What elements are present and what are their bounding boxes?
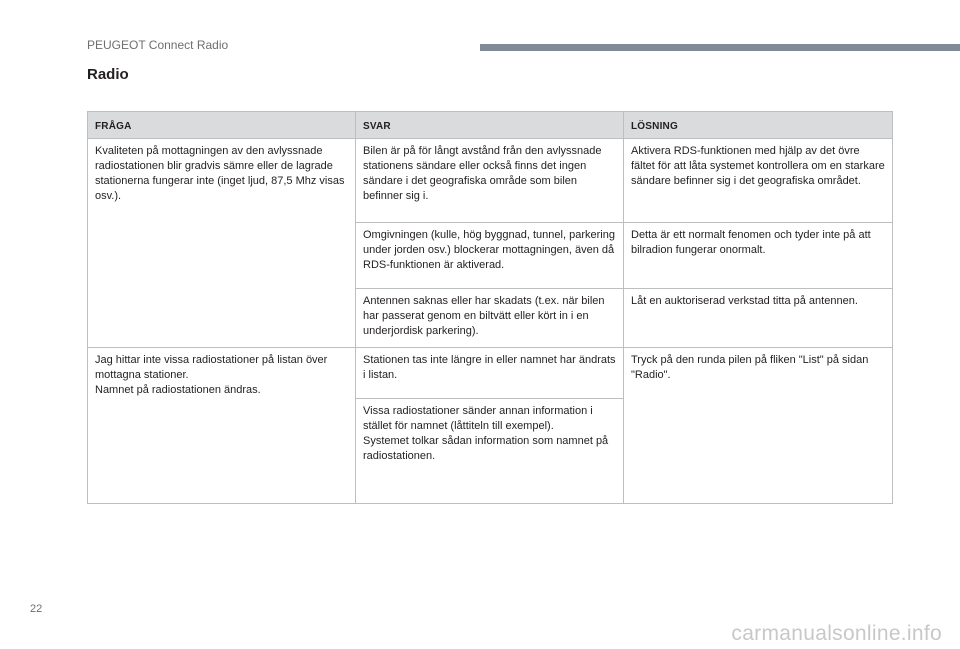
answer-cell: Antennen saknas eller har skadats (t.ex. när bilen har passerat genom en biltvätt eller kört in i en underjordisk parkering). (356, 289, 624, 348)
section-title: Radio (87, 66, 129, 83)
running-header: PEUGEOT Connect Radio (87, 38, 229, 52)
watermark: carmanualsonline.info (731, 622, 942, 645)
solution-cell: Tryck på den runda pilen på fliken "List" på sidan "Radio". (624, 348, 893, 504)
column-header-question: FRÅGA (88, 112, 356, 139)
faq-table (87, 111, 893, 504)
question-cell: Kvaliteten på mottagningen av den avlyssnade radiostationen blir gradvis sämre eller de lagrade stationerna fungerar inte (inget ljud, 87,5 Mhz visas osv.). (88, 139, 356, 348)
table-row (88, 348, 893, 399)
page-number: 22 (30, 603, 43, 615)
solution-cell: Aktivera RDS-funktionen med hjälp av det övre fältet för att låta systemet kontrollera om en starkare sändare befinner sig i det geografiska området. (624, 139, 893, 223)
header-bar (480, 44, 960, 51)
table-header-row (88, 112, 893, 139)
answer-cell: Omgivningen (kulle, hög byggnad, tunnel, parkering under jorden osv.) blockerar mottagningen, även då RDS-funktionen är aktiverad. (356, 223, 624, 289)
answer-cell: Vissa radiostationer sänder annan information i stället för namnet (låttiteln till exempel). Systemet tolkar sådan information som namnet på radiostationen. (356, 399, 624, 504)
column-header-solution: LÖSNING (624, 112, 893, 139)
answer-cell: Bilen är på för långt avstånd från den avlyssnade stationens sändare eller också finns det ingen sändare i det geografiska område som bilen befinner sig i. (356, 139, 624, 223)
answer-cell: Stationen tas inte längre in eller namnet har ändrats i listan. (356, 348, 624, 399)
question-cell: Jag hittar inte vissa radiostationer på listan över mottagna stationer. Namnet på radiostationen ändras. (88, 348, 356, 504)
table-row (88, 139, 893, 223)
solution-cell: Låt en auktoriserad verkstad titta på antennen. (624, 289, 893, 348)
solution-cell: Detta är ett normalt fenomen och tyder inte på att bilradion fungerar onormalt. (624, 223, 893, 289)
column-header-answer: SVAR (356, 112, 624, 139)
